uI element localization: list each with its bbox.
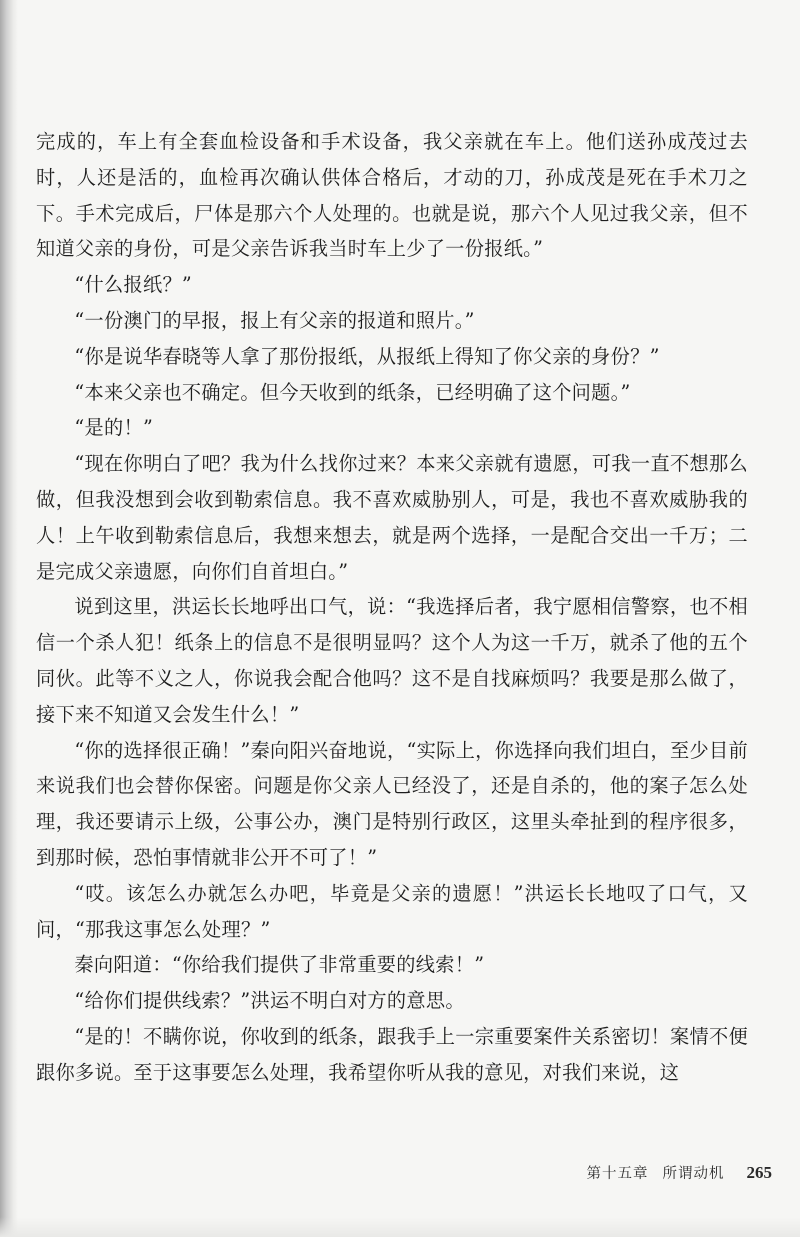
paragraph: “是的！” [74,416,154,440]
paragraph: “给你们提供线索？”洪运不明白对方的意思。 [74,989,465,1013]
paragraph: “本来父亲也不确定。但今天收到的纸条，已经明确了这个问题。” [74,380,631,404]
paragraph: “什么报纸？” [74,273,193,297]
chapter-number: 第十五章 [586,1166,649,1182]
page-bottom-shadow [0,1217,800,1237]
paragraph: 秦向阳道：“你给我们提供了非常重要的线索！” [74,953,485,977]
paragraph: “是的！不瞒你说，你收到的纸条，跟我手上一宗重要案件关系密切！案情不便跟你多说。至于这事要怎么处理，我希望你听从我的意见，对我们来说，这 [36,1024,748,1084]
paragraph: 说到这里，洪运长长地呼出口气，说：“我选择后者，我宁愿相信警察，也不相信一个杀人犯！纸条上的信息不是很明显吗？这个人为这一千万，就杀了他的五个同伙。此等不义之人，你说我会配合他吗？这不是自找麻烦吗？我要是那么做了，接下来不知道又会发生什么！” [36,595,748,726]
running-footer-chapter [587,1162,725,1183]
paragraph: “现在你明白了吧？我为什么找你过来？本来父亲就有遗愿，可我一直不想那么做，但我没想到会收到勒索信息。我不喜欢威胁别人，可是，我也不喜欢威胁我的人！上午收到勒索信息后，我想来想去，就是两个选择，一是配合交出一千万；二是完成父亲遗愿，向你们自首坦白。” [36,452,748,583]
paragraph: “你是说华春晓等人拿了那份报纸，从报纸上得知了你父亲的身份？” [74,344,660,368]
paragraph: “一份澳门的早报，报上有父亲的报道和照片。” [74,308,475,332]
body-text [36,124,748,1091]
paragraph: 完成的，车上有全套血检设备和手术设备，我父亲就在车上。他们送孙成茂过去时，人还是活的，血检再次确认供体合格后，才动的刀，孙成茂是死在手术刀之下。手术完成后，尸体是那六个人处理的。也就是说，那六个人见过我父亲，但不知道父亲的身份，可是父亲告诉我当时车上少了一份报纸。” [36,130,748,261]
paragraph: “哎。该怎么办就怎么办吧，毕竟是父亲的遗愿！”洪运长长地叹了口气，又问，“那我这事怎么处理？” [36,881,748,941]
page-number: 265 [746,1163,772,1182]
paragraph: “你的选择很正确！”秦向阳兴奋地说，“实际上，你选择向我们坦白，至少目前来说我们也会替你保密。问题是你父亲人已经没了，还是自杀的，他的案子怎么处理，我还要请示上级，公事公办，澳门是特别行政区，这里头牵扯到的程序很多，到那时候，恐怕事情就非公开不可了！” [36,738,748,869]
page-gutter-shadow [0,0,18,1237]
page-footer [587,1162,773,1183]
chapter-title: 所谓动机 [662,1166,725,1182]
